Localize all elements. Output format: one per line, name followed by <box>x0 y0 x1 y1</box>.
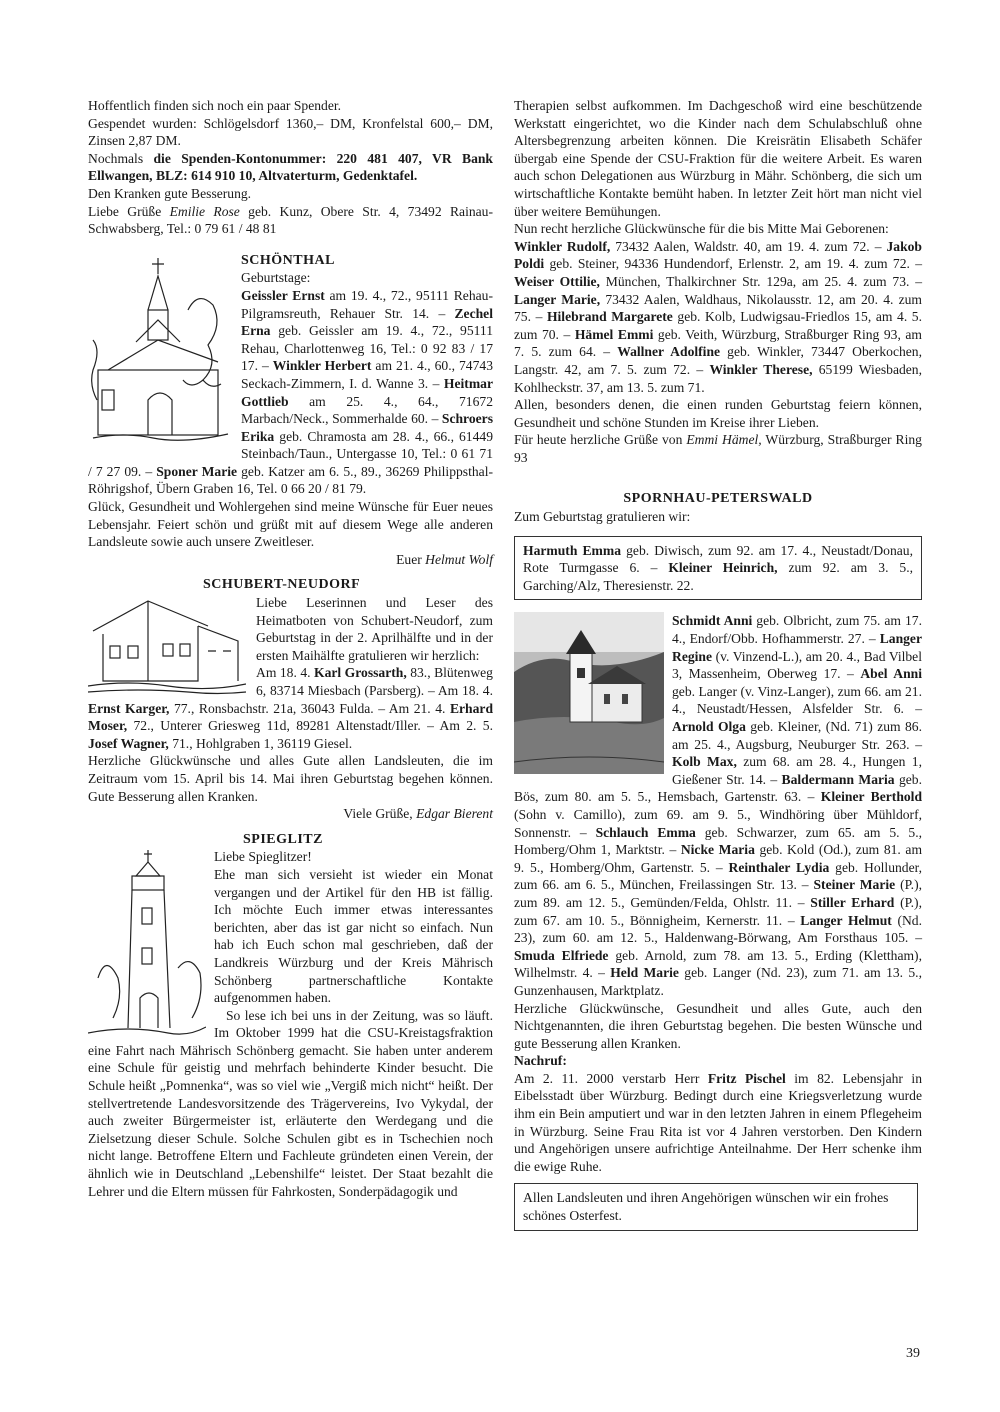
spornhau-highlight-box <box>514 536 922 601</box>
spornhau-box-text: Harmuth Emma geb. Diwisch, zum 92. am 17. 4., Neustadt/Donau, Rote Turmgasse 6. – Kleiner Heinrich, zum 92. am 3. 5., Garching/Alz, Theresienstr. 22. <box>523 542 913 593</box>
spornhau-birthdays: Schmidt Anni geb. Olbricht, zum 75. am 17. 4., Endorf/Obb. Hofhammerstr. 27. – Langer Regine (v. Vinzend-L.), am 20. 4., Bad Vilbel 3, Massenheim, Oberweg 17. – Abel Anni geb. Langer (v. Vinz-Langer), zum 66. am 21. 4., Neustadt/Hessen, Alsfelder Str. 6. – Arnold Olga geb. Kleiner, (Nd. 71) zum 86. am 25. 4., Augsburg, Neuburger Str. 263. – Kolb Max, zum 68. am 28. 4., Hungen 1, Gießener Str. 14. – Baldermann Maria geb. Bös, zum 80. am 5. 5., Hemsbach, Gartenstr. 63. – Kleiner Berthold (Sohn v. Camillo), zum 69. am 9. 5., Windhöring über Mühldorf, Sonnenstr. – Schlauch Emma geb. Schwarzer, zum 65. am 5. 5., Homberg/Ohm 1, Marktstr. – Nicke Maria geb. Kold (Od.), zum 81. am 9. 5., Homberg/Ohm, Gartenstr. 5. – Reinthaler Lydia geb. Hollunder, zum 66. am 6. 5., München, Freilassingen Str. 13. – Steiner Marie (P.), zum 89. am 12. 5., Gemünden/Felda, Ohlstr. 11. – Stiller Erhard (P.), zum 67. am 10. 5., Bönnigheim, Kernerstr. 11. – Langer Helmut (Nd. 23), zum 60. am 12. 5., Haldenwang-Börwang, Am Forsthaus 105. – Smuda Elfriede geb. Arnold, zum 78. am 13. 5., Erding (Klettham), Wilhelmstr. 4. – Held Marie geb. Langer (Nd. 23), zum 71. am 13. 5., Gunzenhausen, Marktplatz. <box>514 613 923 998</box>
spornhau-subtitle: Zum Geburtstag gratulieren wir: <box>514 509 691 525</box>
round-birthday-text: Allen, besonders denen, die einen runden Geburtstag feiern können, Gesundheit und schöne Stunden im Kreise ihrer Lieben. <box>514 397 922 430</box>
obituary-text: Am 2. 11. 2000 verstarb Herr Fritz Pischel im 82. Lebensjahr in Eibelsstadt über Würzburg. Bedingt durch eine Kriegsverletzung wurde ihm ein Bein amputiert und war in den letzten Jahren in einem Pflegeheim in Würzburg. Seine Frau Rita ist vor 4 Jahren verstorben. Den Kindern und Angehörigen unsere aufrichtige Anteilnahme. Der Herr schenke ihm die ewige Ruhe. <box>514 1070 922 1174</box>
spieglitz-greeting: Liebe Spieglitzer! <box>214 849 312 865</box>
account-text: Nochmals die Spenden-Kontonummer: 220 481 407, VR Bank Ellwangen, BLZ: 614 910 10, Altvaterturm, Gedenktafel. <box>88 150 493 184</box>
schubert-birthdays: Am 18. 4. Karl Grossarth, 83., Blütenweg 6, 83714 Miesbach (Parsberg). – Am 18. 4. Ernst Karger, 77., Ronsbachstr. 21a, 36043 Fulda. – Am 21. 4. Erhard Moser, 72., Unterer Griesweg 11d, 89281 Altenstadt/Iller. – Am 2. 5. Josef Wagner, 71., Hohlgraben 1, 36119 Giesel. <box>88 665 494 751</box>
chapel-sketch-icon <box>88 250 233 450</box>
get-well-text: Den Kranken gute Besserung. <box>88 185 252 201</box>
schoenthal-section <box>88 252 493 569</box>
spornhau-title: SPORNHAU-PETERSWALD <box>623 491 813 507</box>
farmhouse-sketch-icon <box>88 596 246 696</box>
farmhouse-illustration <box>88 596 246 696</box>
greeting-signature: Liebe Grüße Emilie Rose geb. Kunz, Obere Str. 4, 73492 Rainau-Schwabsberg, Tel.: 0 79 61 / 48 81 <box>88 203 493 237</box>
spieglitz-continuation: Therapien selbst aufkommen. Im Dachgeschoß wird eine beschützende Werkstatt eingerichtet, wo die Kinder nach dem Schulabschluß ohne Altersbegrenzung arbeiten können. Die Kreisrätin Elisabeth Schäfer übergab eine Spende der CSU-Fraktion für die weitere Arbeit. Es waren auch schon Delegationen aus Würzburg in Mähr. Schönberg, die sich um wirtschaftliche Kontakte bemüht haben. In letzter Zeit hört man nicht viel über weitere Bemühungen. <box>514 98 922 219</box>
easter-greeting-text: Allen Landsleuten und ihren Angehörigen wünschen wir ein frohes schönes Osterfest. <box>523 1190 889 1224</box>
right-column <box>514 97 922 1231</box>
donations-text: Gespendet wurden: Schlögelsdorf 1360,– DM, Kronfelstal 600,– DM, Zinsen 2,87 DM. <box>88 115 493 149</box>
schubert-closing: Herzliche Glückwünsche und alles Gute allen Landsleuten, die im Zeitraum vom 15. April bis 14. Mai ihren Geburtstag begehen können. Gute Besserung allen Kranken. <box>88 753 493 804</box>
church-photo-icon <box>514 612 664 774</box>
schoenthal-closing: Glück, Gesundheit und Wohlergehen sind meine Wünsche für Euer neues Lebensjahr. Feiert schön und grüßt mit auf diesem Wege alle anderen Landsleute sowie auch unsere Zweitleser. <box>88 499 493 550</box>
schubert-neudorf-section <box>88 576 493 822</box>
schoenthal-signature: Euer Helmut Wolf <box>396 551 493 567</box>
spieglitz-body-1: Ehe man sich versieht ist wieder ein Monat vergangen und der Artikel für den HB ist fällig. Ich möchte Euch immer etwas interessantes berichten, aber das ist gar nicht so einfach. Nun hab ich Euch schon mal geschrieben, daß der Landkreis Würzburg und der Kreis Mährisch Schönberg partnerschaftliche Kontakte aufgenommen haben. <box>214 866 493 1006</box>
chapel-illustration <box>88 250 233 450</box>
spornhau-section <box>514 490 922 1230</box>
schoenthal-title: SCHÖNTHAL <box>241 252 335 268</box>
church-photo <box>514 612 664 774</box>
schubert-intro: Liebe Leserinnen und Leser des Heimatboten von Schubert-Neudorf, zum Geburtstag in der 2. Aprilhälfte und in der ersten Maihälfte gratulieren wir herzlich: <box>256 595 493 663</box>
spieglitz-section <box>88 831 493 1200</box>
spieglitz-title: SPIEGLITZ <box>243 831 323 847</box>
intro-text: Hoffentlich finden sich noch ein paar Spender. <box>88 98 342 113</box>
easter-greeting-box <box>514 1183 918 1230</box>
schoenthal-birthdays: Geissler Ernst am 19. 4., 72., 95111 Rehau-Pilgramsreuth, Rehauer Str. 14. – Zechel Erna geb. Geissler am 19. 4., 72., 95111 Rehau, Charlottenweg 16, Tel.: 0 92 83 / 17 17. – Winkler Herbert am 21. 4., 60., 74743 Seckach-Zimmern, I. d. Wanne 3. – Heitmar Gottlieb am 25. 4., 64., 71672 Marbach/Neck., Sommerhalde 60. – Schroers Erika geb. Chramosta am 28. 4., 66., 61449 Steinbach/Taun., Untergasse 10, Tel.: 0 61 71 / 7 27 09. – Sponer Marie geb. Katzer am 6. 5., 89., 36269 Philippsthal-Röhrigshof, Übern Graben 16, Tel. 0 66 20 / 81 79. <box>88 287 493 497</box>
spieglitz-signature: Für heute herzliche Grüße von Emmi Hämel, Würzburg, Straßburger Ring 93 <box>514 432 922 465</box>
obituary-label: Nachruf: <box>514 1053 567 1069</box>
schoenthal-subtitle: Geburtstage: <box>241 270 311 286</box>
spieglitz-birthdays: Winkler Rudolf, 73432 Aalen, Waldstr. 40, am 19. 4. zum 72. – Jakob Poldi geb. Steiner, 94336 Hundendorf, Erlenstr. 2, am 19. 4. zum 72. – Weiser Ottilie, München, Thalkirchner Str. 129a, am 25. 4. zum 73. – Langer Marie, 73432 Aalen, Waldhaus, Nikolausstr. 12, am 20. 4. zum 75. – Hilebrand Margarete geb. Kolb, Ludwigsau-Friedlos 15, am 4. 5. zum 70. – Hämel Emmi geb. Veith, Würzburg, Straßburger Ring 93, am 7. 5. zum 64. – Wallner Adolfine geb. Winkler, 73447 Oberkochen, Langstr. 42, am 7. 5. zum 72. – Winkler Therese, 65199 Wiesbaden, Kohlheckstr. 37, am 13. 5. zum 71. <box>514 238 923 395</box>
schubert-title: SCHUBERT-NEUDORF <box>203 577 361 593</box>
page-number: 39 <box>906 1346 920 1361</box>
tower-illustration <box>88 848 206 1038</box>
tower-sketch-icon <box>88 848 206 1038</box>
birthday-wishes-intro: Nun recht herzliche Glückwünsche für die bis Mitte Mai Geborenen: <box>514 221 889 237</box>
spornhau-closing: Herzliche Glückwünsche, Gesundheit und alles Gute, auch den Nichtgenannten, die ihren Geburtstag begehen. Die besten Wünsche und gute Besserung allen Kranken. <box>514 1000 922 1051</box>
left-column <box>88 97 493 1200</box>
schubert-signature: Viele Grüße, Edgar Bierent <box>343 806 493 822</box>
spieglitz-body-2: So lese ich bei uns in der Zeitung, was so läuft. Im Oktober 1999 hat die CSU-Kreistagsfraktion eine Fahrt nach Mährisch Schönberg gemacht. Sie haben unter anderem eine Schule für geistig und mehrfach behinderte Kinder besucht. Die Schule heißt „Pomnenka“, was so viel wie „Vergiß mich nicht“ heißt. Der stellvertretende Landesvorsitzende des Trägervereins, Ivo Vykydal, der auch zweiter Bürgermeister ist, erläuterte den Werdegang und die Zielsetzung dieser Schule. Solche Schulen gibt es in Tschechien noch nicht lange. Betroffene Eltern und Fachleute gründeten einen Verein, der ähnlich wie in Deutschland „Lebenshilfe“ leistet. Der Staat bezahlt die Lehrer und die Eltern müssen für Fahrkosten, Sonderpädagogik und <box>88 1007 493 1199</box>
